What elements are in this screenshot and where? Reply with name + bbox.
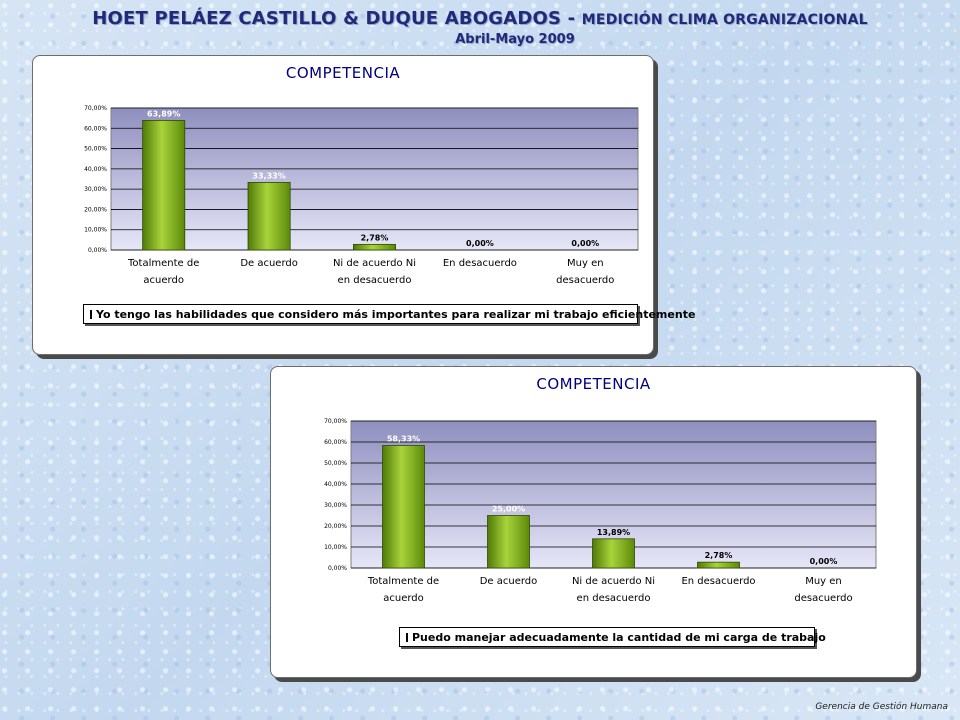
y-tick-label: 40,00% <box>84 165 107 173</box>
bar-value-label: 0,00% <box>466 239 494 248</box>
page-title-main: HOET PELÁEZ CASTILLO & DUQUE ABOGADOS - <box>92 8 582 29</box>
y-tick-label: 30,00% <box>324 502 347 509</box>
page-date: Abril-Mayo 2009 <box>455 32 575 47</box>
y-tick-label: 60,00% <box>324 439 347 446</box>
x-tick-label: Ni de acuerdo Ni <box>332 258 417 269</box>
bar-value-label: 33,33% <box>252 171 286 181</box>
chart-panel-2 <box>270 366 917 678</box>
x-tick-label: Ni de acuerdo Ni <box>571 576 656 587</box>
x-tick-label: En desacuerdo <box>442 258 517 269</box>
x-tick-label: Totalmente de <box>367 576 440 587</box>
y-tick-label: 30,00% <box>84 186 107 194</box>
bar <box>698 562 740 568</box>
bar-value-label: 0,00% <box>809 557 838 566</box>
bar <box>488 516 530 569</box>
bar-value-label: 58,33% <box>386 434 421 444</box>
x-tick-label: Muy en <box>567 258 604 269</box>
x-tick-label: Totalmente de <box>128 258 200 269</box>
y-tick-label: 20,00% <box>84 206 107 214</box>
bar <box>143 120 185 250</box>
x-tick-label: acuerdo <box>143 275 184 286</box>
x-tick-label: De acuerdo <box>240 258 298 269</box>
plot-area <box>111 108 638 250</box>
chart-2-title: COMPETENCIA <box>536 375 651 393</box>
x-tick-label: desacuerdo <box>794 593 853 604</box>
y-tick-label: 50,00% <box>84 145 107 153</box>
y-tick-label: 60,00% <box>84 125 107 133</box>
y-tick-label: 10,00% <box>324 544 347 551</box>
x-tick-label: De acuerdo <box>479 576 538 587</box>
y-tick-label: 0,00% <box>327 565 347 572</box>
x-tick-label: En desacuerdo <box>681 576 756 587</box>
y-tick-label: 50,00% <box>324 460 347 467</box>
y-tick-label: 0,00% <box>87 247 107 254</box>
y-tick-label: 70,00% <box>324 418 347 425</box>
bar <box>353 244 395 250</box>
x-tick-label: desacuerdo <box>556 275 615 286</box>
chart-panel-1 <box>32 55 696 355</box>
bar-value-label: 2,78% <box>360 233 389 243</box>
chart-1-legend <box>83 304 696 324</box>
x-tick-label: en desacuerdo <box>337 275 412 286</box>
y-tick-label: 70,00% <box>84 105 107 112</box>
footer-text: Gerencia de Gestión Humana <box>815 702 948 712</box>
page-title-sub: MEDICIÓN CLIMA ORGANIZACIONAL <box>581 12 868 28</box>
bar <box>248 182 290 250</box>
bar <box>593 539 635 568</box>
x-tick-label: acuerdo <box>383 593 424 604</box>
page-title <box>0 8 960 29</box>
bar-value-label: 2,78% <box>704 551 733 561</box>
bar-value-label: 0,00% <box>571 239 600 248</box>
x-tick-label: en desacuerdo <box>576 593 651 604</box>
legend-swatch-icon <box>406 633 408 642</box>
chart-2-legend-label: Puedo manejar adecuadamente la cantidad de mi carga de trabajo <box>412 630 826 644</box>
bar-value-label: 63,89% <box>147 109 181 119</box>
x-tick-label: Muy en <box>805 576 842 587</box>
y-tick-label: 20,00% <box>324 523 347 530</box>
chart-1-title: COMPETENCIA <box>285 64 401 82</box>
chart-1-legend-label: Yo tengo las habilidades que considero más importantes para realizar mi trabajo eficientemente <box>96 307 696 321</box>
y-tick-label: 10,00% <box>84 226 107 234</box>
bar <box>383 446 425 568</box>
bar-value-label: 25,00% <box>491 504 526 514</box>
legend-swatch-icon <box>90 310 92 319</box>
bar-value-label: 13,89% <box>596 527 631 537</box>
chart-2-legend <box>399 627 826 647</box>
y-tick-label: 40,00% <box>324 481 347 488</box>
